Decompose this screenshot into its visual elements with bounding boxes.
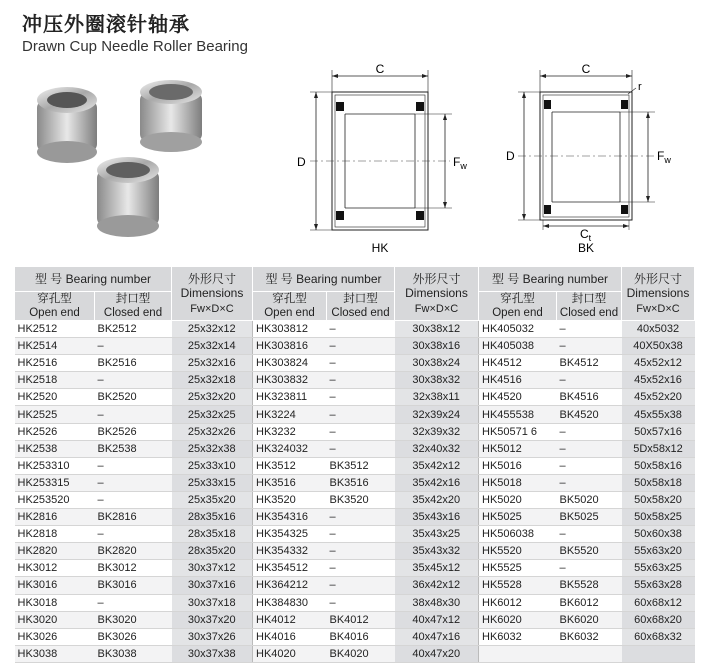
- open-end-model-cell: HK3018: [15, 594, 95, 611]
- closed-end-model-cell: BK3026: [95, 628, 172, 645]
- open-end-cn: 穿孔型: [272, 293, 307, 305]
- dimensions-cell: 40x47x20: [395, 645, 479, 662]
- dimensions-cell: 28x35x16: [172, 509, 253, 526]
- open-end-model-cell: HK2512: [15, 321, 95, 338]
- closed-end-model-cell: BK4520: [557, 406, 622, 423]
- open-end-model-cell: HK5012: [479, 440, 557, 457]
- table-row: [15, 406, 695, 423]
- table-row: [15, 474, 695, 491]
- closed-end-model-cell: BK4020: [327, 645, 395, 662]
- dimensions-cell: 60x68x12: [622, 594, 695, 611]
- open-end-model-cell: HK6012: [479, 594, 557, 611]
- dimensions-cell: 25x32x16: [172, 355, 253, 372]
- closed-end-model-cell: BK2820: [95, 543, 172, 560]
- dimensions-cell: 40X50x38: [622, 338, 695, 355]
- open-end-model-cell: HK4012: [253, 611, 327, 628]
- open-end-model-cell: HK3516: [253, 474, 327, 491]
- closed-end-model-cell: –: [557, 560, 622, 577]
- dimensions-cell: 40x47x12: [395, 611, 479, 628]
- open-end-model-cell: HK5018: [479, 474, 557, 491]
- open-end-model-cell: HK3038: [15, 645, 95, 662]
- hk-c-label: C: [375, 62, 385, 76]
- closed-end-model-cell: BK5520: [557, 543, 622, 560]
- dimensions-cell: 25x35x20: [172, 491, 253, 508]
- dimensions-cell: 5Dx58x12: [622, 440, 695, 457]
- closed-end-model-cell: BK6012: [557, 594, 622, 611]
- closed-end-model-cell: BK3038: [95, 645, 172, 662]
- open-end-model-cell: HK50571 6: [479, 423, 557, 440]
- open-end-model-cell: HK253520: [15, 491, 95, 508]
- closed-end-model-cell: BK4016: [327, 628, 395, 645]
- closed-end-model-cell: BK3016: [95, 577, 172, 594]
- dimensions-cell: 25x33x10: [172, 457, 253, 474]
- closed-end-model-cell: –: [557, 474, 622, 491]
- dimensions-cell: 55x63x20: [622, 543, 695, 560]
- closed-end-model-cell: BK2526: [95, 423, 172, 440]
- dimensions-cell: 50x58x16: [622, 457, 695, 474]
- dimensions-cell: 55x63x25: [622, 560, 695, 577]
- closed-end-model-cell: –: [557, 321, 622, 338]
- group3-dimensions-header: [622, 267, 695, 321]
- dimensions-cell: 60x68x20: [622, 611, 695, 628]
- dimensions-cell: 25x32x14: [172, 338, 253, 355]
- closed-end-model-cell: –: [95, 594, 172, 611]
- open-end-model-cell: HK405032: [479, 321, 557, 338]
- dimensions-cell: 38x48x30: [395, 594, 479, 611]
- svg-text:Fw: [657, 149, 671, 165]
- open-end-model-cell: HK364212: [253, 577, 327, 594]
- open-end-model-cell: HK303824: [253, 355, 327, 372]
- dimensions-cell: 45x55x38: [622, 406, 695, 423]
- dim-header-cn: 外形尺寸: [187, 271, 236, 286]
- dim-formula: Fw×D×C: [414, 302, 459, 315]
- closed-end-en: Closed end: [103, 307, 163, 319]
- table-row: [15, 321, 695, 338]
- closed-end-model-cell: BK3516: [327, 474, 395, 491]
- dimensions-cell: 50x58x18: [622, 474, 695, 491]
- open-end-model-cell: HK253315: [15, 474, 95, 491]
- hk-cross-section-diagram: [290, 62, 480, 257]
- dimensions-cell: 28x35x18: [172, 526, 253, 543]
- table-row: [15, 645, 695, 662]
- open-end-model-cell: HK303812: [253, 321, 327, 338]
- open-end-cn: 穿孔型: [37, 293, 72, 305]
- dimensions-cell: 25x32x26: [172, 423, 253, 440]
- bearing-spec-table-body: [15, 321, 695, 663]
- dim-header-en: Dimensions: [405, 285, 468, 300]
- bk-c-label: C: [581, 62, 591, 76]
- table-row: [15, 440, 695, 457]
- open-end-model-cell: HK3012: [15, 560, 95, 577]
- dimensions-cell: 32x40x32: [395, 440, 479, 457]
- bk-fw-label: F: [657, 149, 665, 163]
- dimensions-cell: 25x33x15: [172, 474, 253, 491]
- open-end-model-cell: HK4516: [479, 372, 557, 389]
- open-end-model-cell: [479, 645, 557, 662]
- bearing-photo-3: [97, 157, 159, 237]
- open-end-model-cell: HK253310: [15, 457, 95, 474]
- dimensions-cell: 25x32x20: [172, 389, 253, 406]
- closed-end-model-cell: –: [557, 338, 622, 355]
- hk-caption: HK: [371, 241, 389, 255]
- closed-end-model-cell: BK6032: [557, 628, 622, 645]
- dimensions-cell: 45x52x20: [622, 389, 695, 406]
- closed-end-model-cell: –: [327, 543, 395, 560]
- bearing-photo-1: [37, 87, 97, 163]
- open-end-model-cell: HK354325: [253, 526, 327, 543]
- open-end-model-cell: HK323811: [253, 389, 327, 406]
- dim-header-cn: 外形尺寸: [412, 271, 461, 286]
- closed-end-model-cell: –: [327, 560, 395, 577]
- dimensions-cell: 30x37x26: [172, 628, 253, 645]
- dimensions-cell: 30x37x18: [172, 594, 253, 611]
- closed-end-model-cell: –: [327, 577, 395, 594]
- dimensions-cell: 25x32x38: [172, 440, 253, 457]
- dimensions-cell: 50x60x38: [622, 526, 695, 543]
- table-row: [15, 423, 695, 440]
- dimensions-cell: 40x5032: [622, 321, 695, 338]
- open-end-model-cell: HK4512: [479, 355, 557, 372]
- closed-end-model-cell: –: [557, 526, 622, 543]
- dimensions-cell: 35x42x16: [395, 474, 479, 491]
- bearing-photos: [22, 70, 222, 255]
- closed-end-model-cell: –: [327, 526, 395, 543]
- open-end-en: Open end: [492, 307, 543, 319]
- group1-bearing-number-header: 型 号 Bearing number: [15, 267, 172, 292]
- open-end-cn: 穿孔型: [500, 293, 535, 305]
- closed-end-model-cell: –: [327, 389, 395, 406]
- closed-end-model-cell: –: [95, 338, 172, 355]
- closed-end-model-cell: BK5528: [557, 577, 622, 594]
- closed-end-model-cell: –: [557, 440, 622, 457]
- dim-header-en: Dimensions: [180, 285, 244, 300]
- table-row: [15, 594, 695, 611]
- open-end-model-cell: HK455538: [479, 406, 557, 423]
- open-end-en: Open end: [264, 307, 315, 319]
- open-end-model-cell: HK303832: [253, 372, 327, 389]
- dimensions-cell: 60x68x32: [622, 628, 695, 645]
- table-row: [15, 577, 695, 594]
- bearing-spec-table-container: [14, 266, 694, 663]
- group2-dimensions-header: [395, 267, 479, 321]
- open-end-model-cell: HK6032: [479, 628, 557, 645]
- dimensions-cell: 32x38x11: [395, 389, 479, 406]
- closed-end-model-cell: –: [327, 594, 395, 611]
- open-end-model-cell: HK3232: [253, 423, 327, 440]
- table-row: [15, 628, 695, 645]
- open-end-model-cell: HK506038: [479, 526, 557, 543]
- page-title-chinese: 冲压外圈滚针轴承: [22, 12, 190, 36]
- dimensions-cell: 36x42x12: [395, 577, 479, 594]
- closed-end-model-cell: –: [95, 406, 172, 423]
- dimensions-cell: 30x38x32: [395, 372, 479, 389]
- dimensions-cell: 25x32x12: [172, 321, 253, 338]
- table-row: [15, 526, 695, 543]
- closed-end-model-cell: –: [327, 440, 395, 457]
- bk-ct-label: C: [580, 227, 589, 241]
- open-end-header: [253, 292, 327, 321]
- closed-end-header: [557, 292, 622, 321]
- closed-end-model-cell: BK4512: [557, 355, 622, 372]
- open-end-model-cell: HK4520: [479, 389, 557, 406]
- closed-end-model-cell: –: [327, 338, 395, 355]
- dimensions-cell: 35x43x32: [395, 543, 479, 560]
- table-row: [15, 491, 695, 508]
- table-row: [15, 543, 695, 560]
- open-end-model-cell: HK4016: [253, 628, 327, 645]
- open-end-model-cell: HK2525: [15, 406, 95, 423]
- open-end-model-cell: HK5520: [479, 543, 557, 560]
- closed-end-model-cell: –: [95, 474, 172, 491]
- bk-cross-section-diagram: [500, 62, 690, 257]
- table-row: [15, 509, 695, 526]
- closed-end-model-cell: BK2516: [95, 355, 172, 372]
- group1-dimensions-header: [172, 267, 253, 321]
- closed-end-model-cell: [557, 645, 622, 662]
- closed-end-model-cell: –: [557, 423, 622, 440]
- dim-header-cn: 外形尺寸: [633, 271, 682, 286]
- open-end-model-cell: HK405038: [479, 338, 557, 355]
- bk-r-label: r: [638, 81, 642, 93]
- dimensions-cell: 55x63x28: [622, 577, 695, 594]
- open-end-model-cell: HK3512: [253, 457, 327, 474]
- group3-bearing-number-header: 型 号 Bearing number: [479, 267, 622, 292]
- closed-end-cn: 封口型: [343, 293, 378, 305]
- open-end-model-cell: HK3026: [15, 628, 95, 645]
- open-end-model-cell: HK3020: [15, 611, 95, 628]
- closed-end-en: Closed end: [331, 307, 390, 319]
- closed-end-model-cell: BK4012: [327, 611, 395, 628]
- open-end-model-cell: HK354512: [253, 560, 327, 577]
- dimensions-cell: 35x45x12: [395, 560, 479, 577]
- closed-end-cn: 封口型: [571, 293, 607, 305]
- dimensions-cell: 40x47x16: [395, 628, 479, 645]
- open-end-model-cell: HK2518: [15, 372, 95, 389]
- table-row: [15, 611, 695, 628]
- closed-end-model-cell: –: [327, 355, 395, 372]
- table-row: [15, 355, 695, 372]
- dimensions-cell: 30x37x38: [172, 645, 253, 662]
- table-row: [15, 389, 695, 406]
- open-end-model-cell: HK5016: [479, 457, 557, 474]
- hk-fw-label: F: [453, 155, 461, 169]
- dimensions-cell: 32x39x32: [395, 423, 479, 440]
- closed-end-model-cell: BK5025: [557, 509, 622, 526]
- open-end-model-cell: HK3224: [253, 406, 327, 423]
- dimensions-cell: 30x38x12: [395, 321, 479, 338]
- closed-end-model-cell: –: [95, 526, 172, 543]
- open-end-model-cell: HK2818: [15, 526, 95, 543]
- closed-end-model-cell: BK2520: [95, 389, 172, 406]
- dimensions-cell: 30x38x24: [395, 355, 479, 372]
- dimensions-cell: 50x58x25: [622, 509, 695, 526]
- svg-text:Fw: [453, 155, 467, 171]
- open-end-model-cell: HK303816: [253, 338, 327, 355]
- dimensions-cell: 35x43x25: [395, 526, 479, 543]
- closed-end-model-cell: BK2512: [95, 321, 172, 338]
- dimensions-cell: 32x39x24: [395, 406, 479, 423]
- group2-bearing-number-header: 型 号 Bearing number: [253, 267, 395, 292]
- table-row: [15, 560, 695, 577]
- closed-end-model-cell: BK3520: [327, 491, 395, 508]
- hk-fw-subscript: w: [460, 161, 467, 171]
- table-row: [15, 372, 695, 389]
- closed-end-model-cell: BK6020: [557, 611, 622, 628]
- dimensions-cell: 35x42x20: [395, 491, 479, 508]
- dimensions-cell: 30x38x16: [395, 338, 479, 355]
- open-end-model-cell: HK2514: [15, 338, 95, 355]
- dimensions-cell: 35x43x16: [395, 509, 479, 526]
- open-end-model-cell: HK5025: [479, 509, 557, 526]
- closed-end-header: [95, 292, 172, 321]
- closed-end-model-cell: –: [327, 321, 395, 338]
- open-end-model-cell: HK4020: [253, 645, 327, 662]
- dimensions-cell: 45x52x12: [622, 355, 695, 372]
- open-end-model-cell: HK2520: [15, 389, 95, 406]
- open-end-model-cell: HK2516: [15, 355, 95, 372]
- bk-caption: BK: [577, 241, 595, 255]
- hk-d-label: D: [297, 155, 306, 169]
- closed-end-model-cell: BK2538: [95, 440, 172, 457]
- closed-end-model-cell: BK3020: [95, 611, 172, 628]
- open-end-model-cell: HK5020: [479, 491, 557, 508]
- open-end-model-cell: HK6020: [479, 611, 557, 628]
- closed-end-model-cell: –: [557, 457, 622, 474]
- open-end-model-cell: HK2820: [15, 543, 95, 560]
- closed-end-model-cell: –: [327, 372, 395, 389]
- bearing-photo-2: [140, 80, 202, 152]
- open-end-header: [15, 292, 95, 321]
- table-row: [15, 457, 695, 474]
- dimensions-cell: 45x52x16: [622, 372, 695, 389]
- open-end-model-cell: HK354332: [253, 543, 327, 560]
- closed-end-model-cell: BK5020: [557, 491, 622, 508]
- closed-end-model-cell: –: [557, 372, 622, 389]
- page-title-english: Drawn Cup Needle Roller Bearing: [22, 38, 248, 55]
- bk-d-label: D: [506, 149, 515, 163]
- dim-header-en: Dimensions: [626, 285, 690, 300]
- bearing-spec-table: [14, 266, 695, 663]
- dimensions-cell: 50x58x20: [622, 491, 695, 508]
- open-end-model-cell: HK3520: [253, 491, 327, 508]
- closed-end-cn: 封口型: [115, 293, 151, 305]
- closed-end-model-cell: –: [95, 372, 172, 389]
- closed-end-model-cell: –: [95, 457, 172, 474]
- closed-end-en: Closed end: [559, 307, 619, 319]
- dim-formula: Fw×D×C: [636, 302, 680, 315]
- closed-end-model-cell: –: [327, 423, 395, 440]
- open-end-model-cell: HK3016: [15, 577, 95, 594]
- open-end-model-cell: HK5525: [479, 560, 557, 577]
- closed-end-model-cell: –: [327, 406, 395, 423]
- open-end-model-cell: HK324032: [253, 440, 327, 457]
- open-end-header: [479, 292, 557, 321]
- table-row: [15, 338, 695, 355]
- closed-end-model-cell: –: [327, 509, 395, 526]
- open-end-model-cell: HK354316: [253, 509, 327, 526]
- dimensions-cell: 25x32x18: [172, 372, 253, 389]
- dimensions-cell: 30x37x12: [172, 560, 253, 577]
- closed-end-model-cell: –: [95, 491, 172, 508]
- closed-end-header: [327, 292, 395, 321]
- open-end-model-cell: HK5528: [479, 577, 557, 594]
- closed-end-model-cell: BK4516: [557, 389, 622, 406]
- open-end-model-cell: HK2538: [15, 440, 95, 457]
- dimensions-cell: 35x42x12: [395, 457, 479, 474]
- closed-end-model-cell: BK2816: [95, 509, 172, 526]
- dimensions-cell: [622, 645, 695, 662]
- open-end-model-cell: HK384830: [253, 594, 327, 611]
- open-end-en: Open end: [29, 307, 80, 319]
- dimensions-cell: 28x35x20: [172, 543, 253, 560]
- dimensions-cell: 50x57x16: [622, 423, 695, 440]
- bk-fw-subscript: w: [664, 155, 671, 165]
- closed-end-model-cell: BK3512: [327, 457, 395, 474]
- dimensions-cell: 25x32x25: [172, 406, 253, 423]
- dim-formula: Fw×D×C: [190, 302, 234, 315]
- dimensions-cell: 30x37x16: [172, 577, 253, 594]
- bk-ct-subscript: t: [588, 233, 592, 243]
- dimensions-cell: 30x37x20: [172, 611, 253, 628]
- closed-end-model-cell: BK3012: [95, 560, 172, 577]
- open-end-model-cell: HK2816: [15, 509, 95, 526]
- open-end-model-cell: HK2526: [15, 423, 95, 440]
